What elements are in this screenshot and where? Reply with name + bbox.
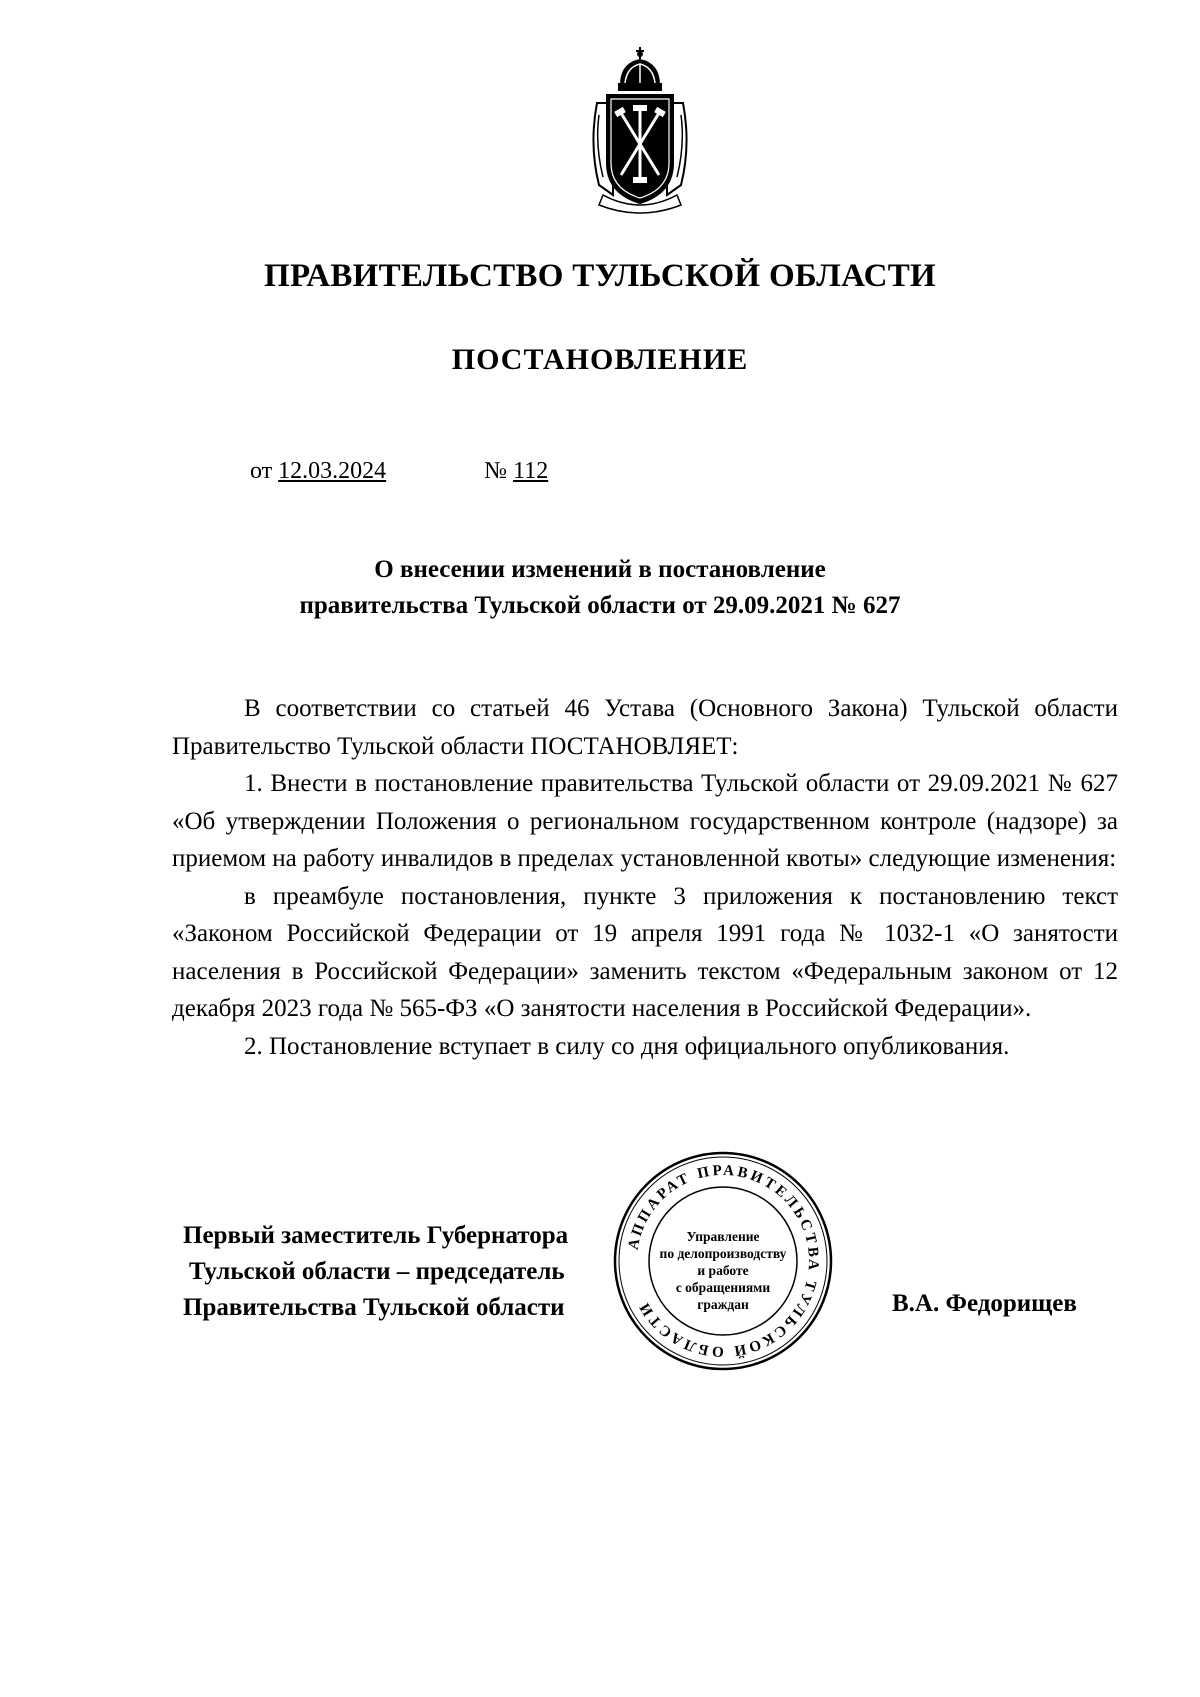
signer-title-line: Правительства Тульской области	[183, 1294, 565, 1321]
body-paragraph: 1. Внести в постановление правительства Тульской области от 29.09.2021 № 627 «Об утверждении Положения о региональном государственном контроле (надзоре) за приемом на работу инвалидов в пределах установленной квоты» следующие изменения:	[172, 770, 1118, 872]
document-date: 12.03.2024	[278, 458, 387, 484]
document-subject	[0, 552, 1200, 624]
seal-line: Управление	[686, 1229, 760, 1244]
document-number: 112	[513, 458, 549, 484]
date-number-line	[250, 458, 548, 485]
seal-line: с обращениями	[675, 1280, 771, 1295]
date-prefix: от	[250, 458, 273, 484]
body-paragraph: В соответствии со статьей 46 Устава (Основного Закона) Тульской области Правительство Тульской области ПОСТАНОВЛЯЕТ:	[172, 695, 1118, 760]
seal-line: по делопроизводству	[659, 1246, 787, 1261]
subject-line: правительства Тульской области от 29.09.2021 № 627	[299, 592, 901, 619]
body-paragraph: в преамбуле постановления, пункте 3 приложения к постановлению текст «Законом Российской Федерации от 19 апреля 1991 года № 1032-1 «О занятости населения в Российской Федерации» заменить текстом «Федеральным законом от 12 декабря 2023 года № 565-ФЗ «О занятости населения в Российской Федерации».	[172, 882, 1118, 1022]
number-prefix: №	[484, 458, 508, 484]
seal-center-text	[640, 1228, 806, 1313]
organization-title: ПРАВИТЕЛЬСТВО ТУЛЬСКОЙ ОБЛАСТИ	[264, 258, 936, 294]
seal-line: граждан	[697, 1297, 749, 1312]
seal-ring-text: АППАРАТ ПРАВИТЕЛЬСТВА ТУЛЬСКОЙ ОБЛАСТИ	[625, 1162, 822, 1360]
signer-title-line: Первый заместитель Губернатора	[183, 1222, 569, 1249]
signer-title-line: Тульской области – председатель	[189, 1258, 565, 1285]
subject-line: О внесении изменений в постановление	[374, 556, 826, 583]
signer-title	[183, 1218, 568, 1326]
coat-of-arms-icon	[585, 45, 695, 215]
document-type: ПОСТАНОВЛЕНИЕ	[451, 343, 749, 376]
body-paragraph: 2. Постановление вступает в силу со дня официального опубликования.	[244, 1032, 1010, 1060]
seal-line: и работе	[697, 1263, 749, 1278]
signer-name: В.А. Федорищев	[892, 1290, 1077, 1317]
document-body	[172, 690, 1118, 1065]
